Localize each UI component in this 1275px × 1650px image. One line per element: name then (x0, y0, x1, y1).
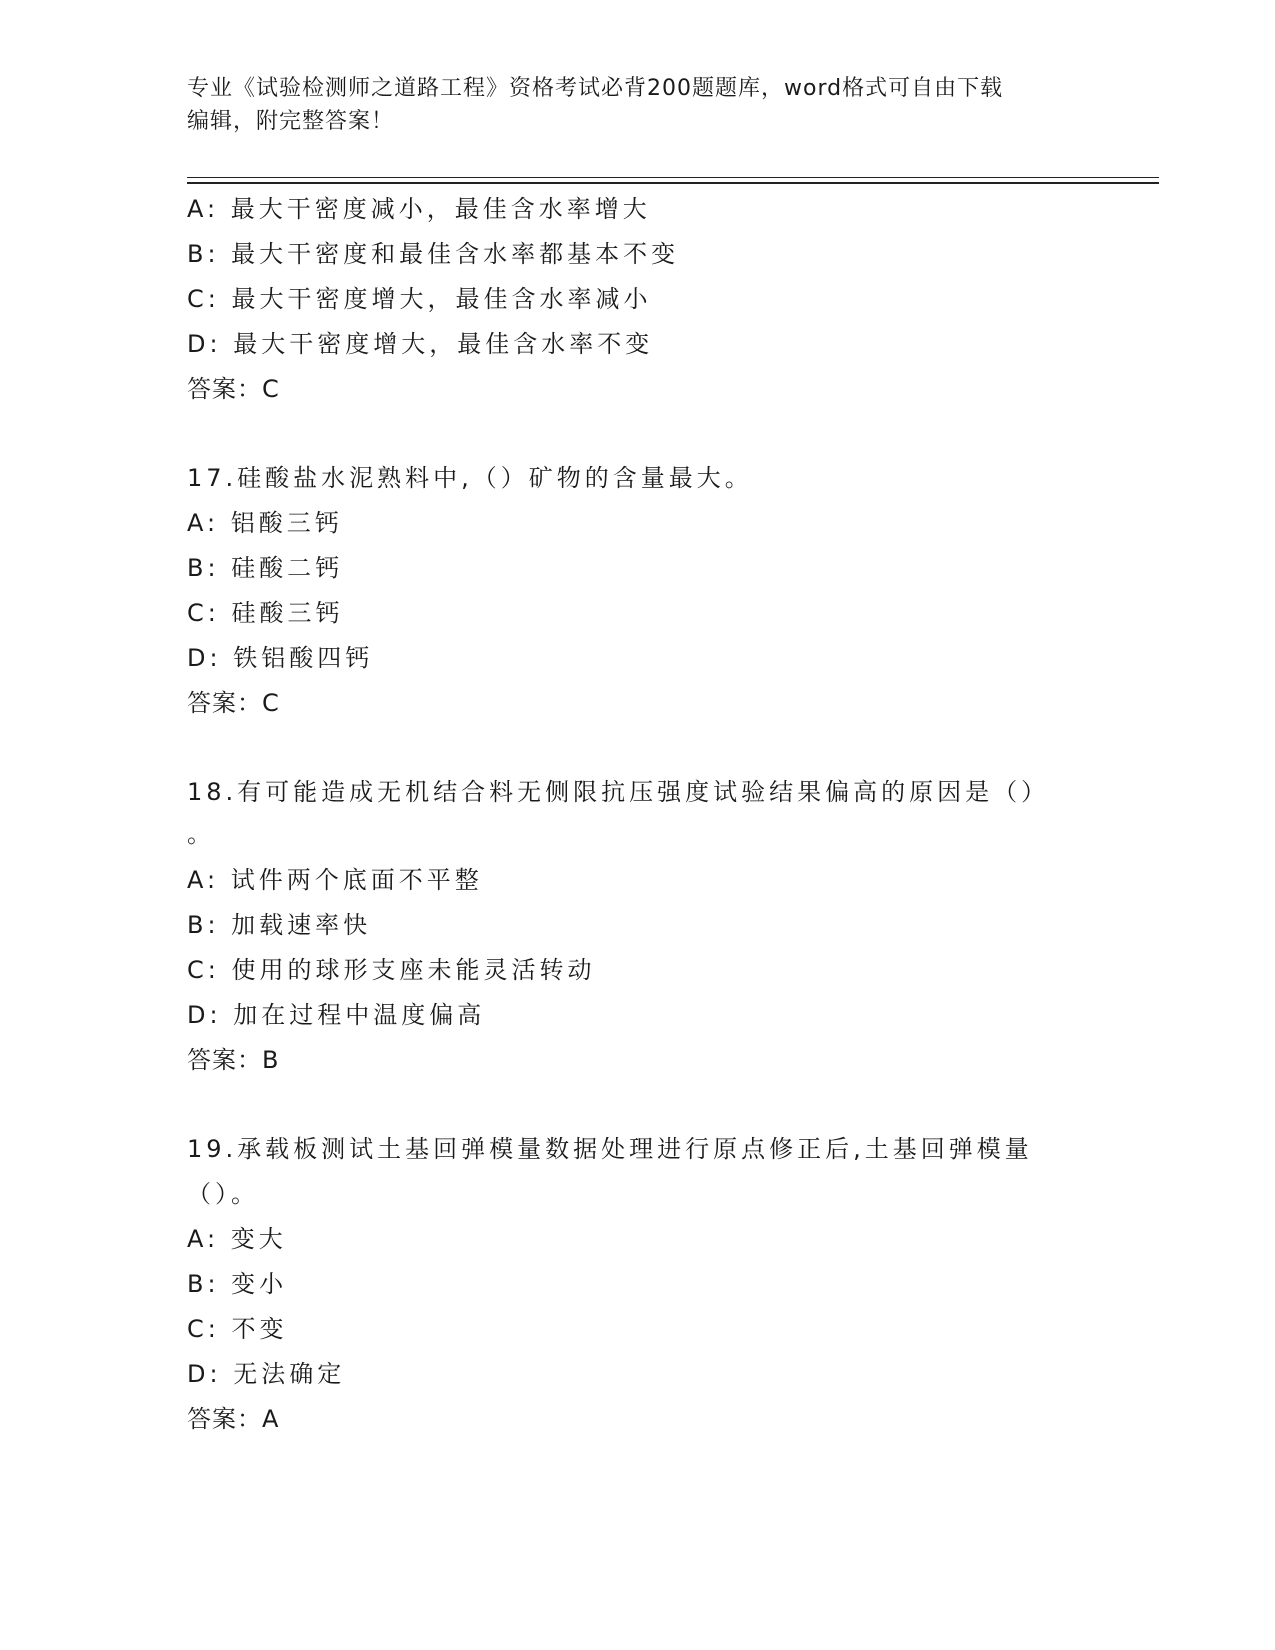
q19-option-a: A: 变大 (187, 1225, 287, 1253)
header-rule-thin (187, 177, 1159, 178)
q16-answer: 答案：C (187, 375, 280, 403)
header-line-2: 编辑，附完整答案！ (187, 109, 395, 134)
q17-option-b: B: 硅酸二钙 (187, 554, 344, 582)
q17-option-a: A: 铝酸三钙 (187, 509, 343, 537)
q18-stem-line-2: 。 (187, 820, 215, 848)
q19-option-b: B: 变小 (187, 1270, 288, 1298)
q19-option-d: D: 无法确定 (187, 1360, 346, 1388)
q19-stem-line-1: 19.承载板测试土基回弹模量数据处理进行原点修正后,土基回弹模量 (187, 1135, 1033, 1163)
document-header (187, 72, 1087, 138)
q16-option-a: A: 最大干密度减小，最佳含水率增大 (187, 195, 651, 223)
q17-stem: 17.硅酸盐水泥熟料中,（）矿物的含量最大。 (187, 464, 753, 492)
header-line-1: 专业《试验检测师之道路工程》资格考试必背200题题库，word格式可自由下载 (187, 76, 1004, 101)
q18-answer: 答案：B (187, 1046, 280, 1074)
q18-option-c: C: 使用的球形支座未能灵活转动 (187, 956, 596, 984)
q19-answer: 答案：A (187, 1405, 280, 1433)
q16-option-d: D: 最大干密度增大，最佳含水率不变 (187, 330, 654, 358)
header-rule-thick (187, 182, 1159, 184)
q18-option-b: B: 加载速率快 (187, 911, 372, 939)
q17-option-d: D: 铁铝酸四钙 (187, 644, 374, 672)
q16-option-c: C: 最大干密度增大，最佳含水率减小 (187, 285, 652, 313)
q18-option-d: D: 加在过程中温度偏高 (187, 1001, 486, 1029)
q17-option-c: C: 硅酸三钙 (187, 599, 344, 627)
q19-option-c: C: 不变 (187, 1315, 288, 1343)
q17-answer: 答案：C (187, 689, 280, 717)
q18-stem-line-1: 18.有可能造成无机结合料无侧限抗压强度试验结果偏高的原因是（） (187, 778, 1050, 806)
q16-option-b: B: 最大干密度和最佳含水率都基本不变 (187, 240, 680, 268)
q19-stem-line-2: （）。 (187, 1180, 259, 1208)
q18-option-a: A: 试件两个底面不平整 (187, 866, 483, 894)
